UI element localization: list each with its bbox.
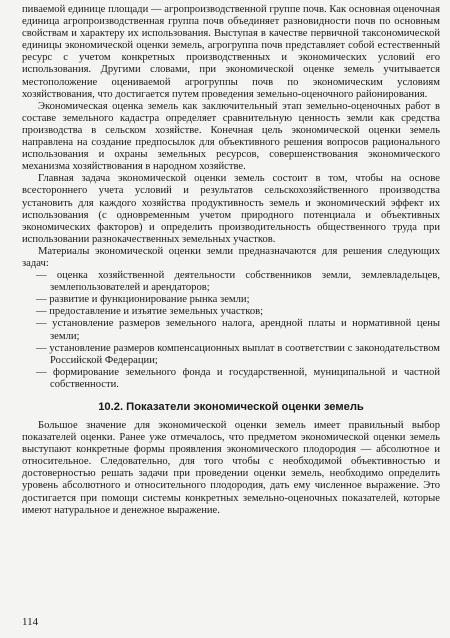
- list-item: — развитие и функционирование рынка земли;: [36, 294, 250, 306]
- list-item: — предоставление и изъятие земельных участков;: [36, 306, 264, 318]
- paragraph-materials-intro: Материалы экономической оценки земли предназначаются для решения следующих задач:: [22, 245, 440, 269]
- paragraph-agrogroup: пиваемой единице площади — агропроизводственной группе почв. Как основная оценочная единица агропроизводственная группа почв объединяет разновидности почв по основным свойствам и характеру их использования. Выступая в качестве первичной таксономической единицы экономической оценки земель, агрогруппа почв представляет собой естественный ресурс с учетом конкретных производственных и экономических условий его использования. Другими словами, при экономической оценке земель учитывается местоположение оцениваемой агрогруппы почв по экономическим условиям хозяйствования, что достигается путем проведения земельно-оценочного районирования.: [22, 4, 440, 100]
- paragraph-indicators: Большое значение для экономической оценки земель имеет правильный выбор показателей оценки. Ранее уже отмечалось, что предметом экономической оценки земель выступают конкретные формы проявления экономического плодородия — абсолютное и относительное. Следовательно, для того чтобы с необходимой объективностью и достоверностью решать задачи при проведении оценки земель, необходимо определить уровень абсолютного и относительного плодородия, дать ему численное выражение. Это достигается при помощи системы конкретных земельно-оценочных показателей, которые имеют натуральное и денежное выражение.: [22, 420, 440, 516]
- page-number: 114: [22, 616, 39, 628]
- paragraph-economic-evaluation: Экономическая оценка земель как заключительный этап земельно-оценочных работ в составе земельного кадастра определяет сравнительную ценность земли как средства производства в сельском хозяйстве. Конечная цель экономической оценки земель направлена на создание предпосылок для объективного решения вопросов рационального использования и охраны земельных ресурсов, совершенствования экономического механизма хозяйствования в народном хозяйстве.: [22, 100, 440, 173]
- list-item: — оценка хозяйственной деятельности собственников земли, землевладельцев, землепользователей и арендаторов;: [36, 270, 440, 294]
- tasks-list: [22, 270, 440, 391]
- paragraph-main-task: Главная задача экономической оценки земель состоит в том, чтобы на основе всестороннего учета условий и результатов сельскохозяйственного производства установить для каждого хозяйства продуктивность земель и экономический эффект их использования (с одновременным учетом природного потенциала и объективных экономических факторов) и определить производительность общественного труда при использовании разнокачественных земельных участков.: [22, 173, 440, 245]
- list-item: — установление размеров земельного налога, арендной платы и нормативной цены земли;: [36, 318, 440, 342]
- section-heading: 10.2. Показатели экономической оценки земель: [98, 401, 364, 413]
- list-item: — формирование земельного фонда и государственной, муниципальной и частной собственности.: [36, 366, 440, 390]
- list-item: — установление размеров компенсационных выплат в соответствии с законодательством Российской Федерации;: [36, 342, 440, 366]
